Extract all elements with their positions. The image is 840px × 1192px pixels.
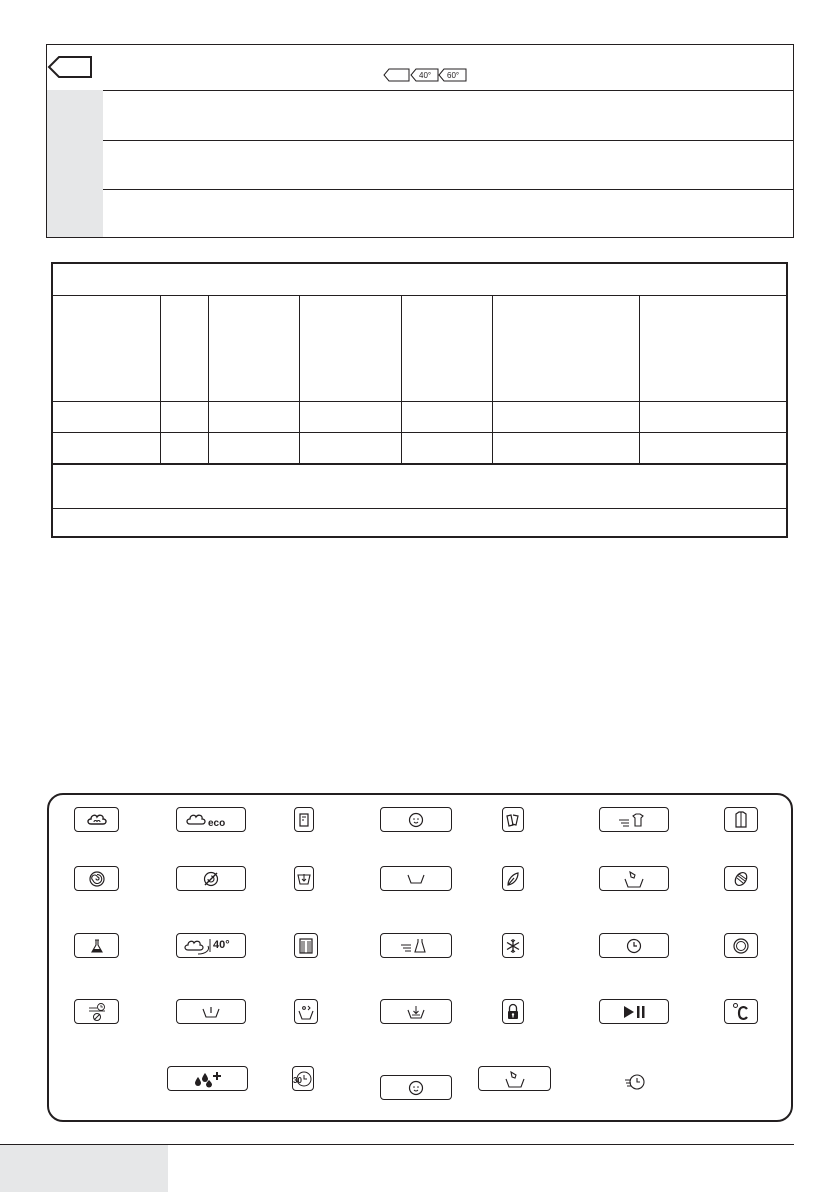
temperature-cold-icon — [724, 999, 758, 1024]
steam-icon — [294, 999, 318, 1024]
shirts-icon — [724, 807, 758, 832]
symbols-row-2 — [47, 90, 793, 141]
cold-wash-icon — [502, 933, 524, 958]
svg-text:60°: 60° — [447, 71, 460, 80]
column-divider — [160, 295, 161, 463]
eco-label: eco — [208, 817, 226, 828]
start-pause-icon — [599, 999, 669, 1024]
symbols-table — [46, 44, 794, 238]
column-divider — [492, 295, 493, 463]
delay-timer-icon — [599, 933, 669, 958]
temp-40-label: 40° — [213, 938, 230, 951]
no-spin-icon — [176, 866, 246, 891]
hand-wash-icon — [599, 866, 669, 891]
divider — [53, 463, 786, 465]
wool-icon — [724, 866, 758, 891]
drain-icon — [294, 866, 314, 891]
symbols-row-3 — [47, 140, 793, 190]
quick-dress-icon — [380, 933, 452, 958]
synthetics-icon — [294, 807, 314, 832]
cottons-40-icon — [176, 933, 246, 958]
baby-protect-icon — [380, 1075, 452, 1100]
end-time-cancel-icon — [74, 999, 119, 1024]
door-icon — [724, 933, 758, 958]
min30-icon — [292, 1066, 314, 1091]
prewash-icon — [176, 999, 246, 1024]
svg-text:40°: 40° — [419, 71, 432, 80]
cottons-icon — [74, 807, 119, 832]
drum-clean-icon — [74, 933, 119, 958]
rinse-icon — [380, 999, 452, 1024]
wash-icon — [380, 866, 452, 891]
delicates-icon — [502, 866, 524, 891]
symbols-row-1 — [47, 45, 793, 91]
column-divider — [299, 295, 300, 463]
program-symbols-panel — [47, 793, 793, 1122]
page-number-block — [0, 1145, 168, 1192]
column-divider — [208, 295, 209, 463]
shirts-express-icon — [599, 807, 669, 832]
spin-icon — [74, 866, 119, 891]
divider — [53, 295, 786, 296]
tag-icon — [47, 54, 93, 85]
column-divider — [401, 295, 402, 463]
symbols-row-4 — [47, 189, 793, 237]
divider — [53, 401, 786, 402]
column-divider — [639, 295, 640, 463]
min30-label: 30 — [293, 1075, 302, 1085]
divider — [53, 508, 786, 509]
cottons-eco-icon — [176, 807, 246, 832]
divider — [53, 432, 786, 433]
fast-plus-icon — [622, 1069, 648, 1094]
mix-icon — [502, 807, 524, 832]
child-lock-icon — [502, 999, 524, 1024]
program-table — [51, 262, 788, 538]
hand-wash-small-icon — [478, 1066, 551, 1091]
temperature-tags — [383, 67, 467, 88]
curtains-icon — [294, 933, 318, 958]
extra-water-icon — [167, 1066, 248, 1091]
baby-care-icon — [380, 807, 452, 832]
